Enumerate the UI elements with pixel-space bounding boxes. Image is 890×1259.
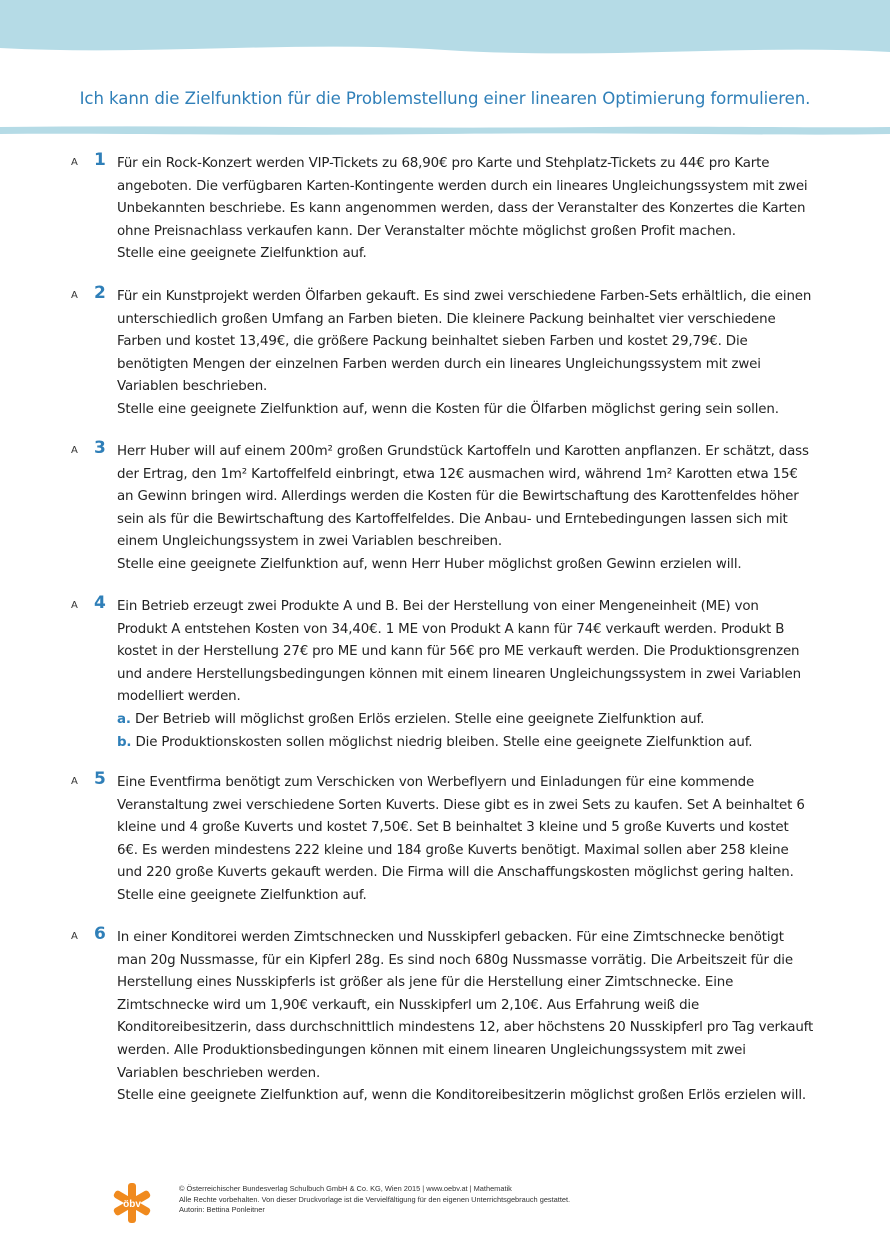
subtask-label: a. [117,711,131,727]
task-line: Unbekannten beschriebe. Es kann angenommen werden, dass der Veranstalter des Konzertes die Karten [117,201,806,217]
task-level: A [71,600,78,611]
task-line: werden. Alle Produktionsbedingungen können mit einem linearen Ungleichungssystem mit zwei [117,1042,746,1058]
task-number: 2 [94,283,106,303]
task-line: Ein Betrieb erzeugt zwei Produkte A und B. Bei der Herstellung von einer Mengeneinheit (ME) von [117,599,759,614]
task-line: Herr Huber will auf einem 200m² großen Grundstück Kartoffeln und Karotten anpflanzen. Er schätzt, dass [117,444,809,459]
task-line: Veranstaltung zwei verschiedene Sorten Kuverts. Diese gibt es in zwei Sets zu kaufen. Set A beinhaltet 6 [117,797,805,813]
task-line: kleine und 4 große Kuverts und kostet 7,50€. Set B beinhaltet 3 kleine und 5 große Kuverts und kostet [117,820,789,836]
task-level: A [71,776,78,787]
subtask-text: Der Betrieb will möglichst großen Erlös erzielen. Stelle eine geeignete Zielfunktion auf. [134,711,705,727]
task-line: sein als für die Bewirtschaftung des Kartoffelfeldes. Die Anbau- und Erntebedingungen lassen sich mit [117,511,788,527]
task-text [117,596,801,754]
task-line: kostet in der Herstellung 27€ pro ME und kann für 56€ pro ME verkauft werden. Die Produktionsgrenzen [117,644,800,660]
publisher-logo [112,1183,152,1223]
footer [179,1184,570,1216]
task-line: Stelle eine geeignete Zielfunktion auf. [117,246,367,262]
logo-text: öbv [123,1199,141,1210]
subtask-text: Die Produktionskosten sollen möglichst niedrig bleiben. Stelle eine geeignete Zielfunktion auf. [135,734,753,750]
task-line: und 220 große Kuverts gekauft werden. Die Firma will die Anschaffungskosten möglichst gering halten. [117,865,794,881]
task-line: man 20g Nussmasse, für ein Kipferl 28g. Es sind noch 680g Nussmasse vorrätig. Die Arbeitszeit für die [117,952,793,968]
task-level: A [71,157,78,168]
task-line: modelliert werden. [117,689,241,705]
task-line: Stelle eine geeignete Zielfunktion auf, wenn die Konditoreibesitzerin möglichst großen Erlös erzielen will. [117,1088,807,1104]
task-line: In einer Konditorei werden Zimtschnecken und Nusskipferl gebacken. Für eine Zimtschnecke benötigt [117,930,784,945]
task-level: A [71,290,78,301]
task-text [117,927,814,1108]
task-line: ohne Preisnachlass verkaufen kann. Der Veranstalter möchte möglichst großen Profit machen. [117,223,736,239]
task-number: 4 [94,593,106,613]
footer-rights: Alle Rechte vorbehalten. Von dieser Druckvorlage ist die Vervielfältigung für den eigenen Unterrichtsgebrauch gestattet. [179,1194,571,1204]
footer-copyright: © Österreichischer Bundesverlag Schulbuch GmbH & Co. KG, Wien 2015 | www.oebv.at | Mathematik [179,1184,512,1193]
task-line: unterschiedlich großen Umfang an Farben bieten. Die kleinere Packung beinhaltet vier verschiedene [117,311,776,327]
task-line: Für ein Rock-Konzert werden VIP-Tickets zu 68,90€ pro Karte und Stehplatz-Tickets zu 44€ pro Karte [117,156,770,171]
task-line: Variablen beschrieben werden. [117,1065,321,1081]
task-line: Eine Eventfirma benötigt zum Verschicken von Werbeflyern und Einladungen für eine kommende [117,775,755,790]
task-line: Stelle eine geeignete Zielfunktion auf, wenn die Kosten für die Ölfarben möglichst gering sein sollen. [117,401,779,417]
task-number: 5 [94,769,106,789]
subtask-a [117,709,797,732]
header-wave [0,0,890,62]
task-line: 6€. Es werden mindestens 222 kleine und 184 große Kuverts benötigt. Maximal sollen aber 258 kleine [117,842,789,858]
header-band [0,0,890,60]
task-line: Farben und kostet 13,49€, die größere Packung beinhaltet sieben Farben und kostet 29,79€. Die [117,334,748,350]
task-line: einem Ungleichungssystem in zwei Variablen beschreiben. [117,534,503,550]
task-line: Herstellung eines Nusskipferls ist größer als jene für die Herstellung einer Zimtschnecke. Eine [117,975,734,991]
task-line: Stelle eine geeignete Zielfunktion auf, wenn Herr Huber möglichst großen Gewinn erzielen will. [117,556,742,572]
task-text [117,153,808,266]
task-line: angeboten. Die verfügbaren Karten-Kontingente werden durch ein lineares Ungleichungssystem mit zwei [117,178,808,194]
task-line: Produkt A entstehen Kosten von 34,40€. 1 ME von Produkt A kann für 74€ verkauft werden. Produkt B [117,621,785,637]
footer-author: Autorin: Bettina Ponleitner [179,1205,265,1214]
task-line: Konditoreibesitzerin, dass durchschnittlich mindestens 12, aber höchstens 20 Nusskipferl pro Tag verkauft [117,1020,814,1036]
task-level: A [71,931,78,942]
task-line: Variablen beschrieben. [117,379,268,395]
task-text [117,286,812,422]
task-number: 3 [94,438,106,458]
task-number: 1 [94,150,106,170]
subtask-b [117,732,797,755]
task-line: der Ertrag, den 1m² Kartoffelfeld einbringt, etwa 12€ ausmachen wird, während 1m² Karotten etwa 15€ [117,466,798,482]
subtask-label: b. [117,734,132,750]
task-level: A [71,445,78,456]
task-line: benötigten Mengen der einzelnen Farben werden durch ein lineares Ungleichungssystem mit zwei [117,356,761,372]
task-line: Stelle eine geeignete Zielfunktion auf. [117,887,367,903]
task-number: 6 [94,924,106,944]
task-text [117,772,805,908]
task-line: Zimtschnecke wird um 1,90€ verkauft, ein Nusskipferl um 2,10€. Aus Erfahrung weiß die [117,997,700,1013]
page-title: Ich kann die Zielfunktion für die Problemstellung einer linearen Optimierung formulieren. [79,89,811,108]
task-line: an Gewinn bringen wird. Allerdings werden die Kosten für die Bewirtschaftung des Karottenfeldes höher [117,489,799,505]
task-line: und andere Herstellungsbedingungen können mit einem linearen Ungleichungssystem in zwei Variablen [117,666,801,682]
title-divider [0,124,890,138]
task-text [117,441,809,577]
task-line: Für ein Kunstprojekt werden Ölfarben gekauft. Es sind zwei verschiedene Farben-Sets erhältlich, die einen [117,289,812,304]
